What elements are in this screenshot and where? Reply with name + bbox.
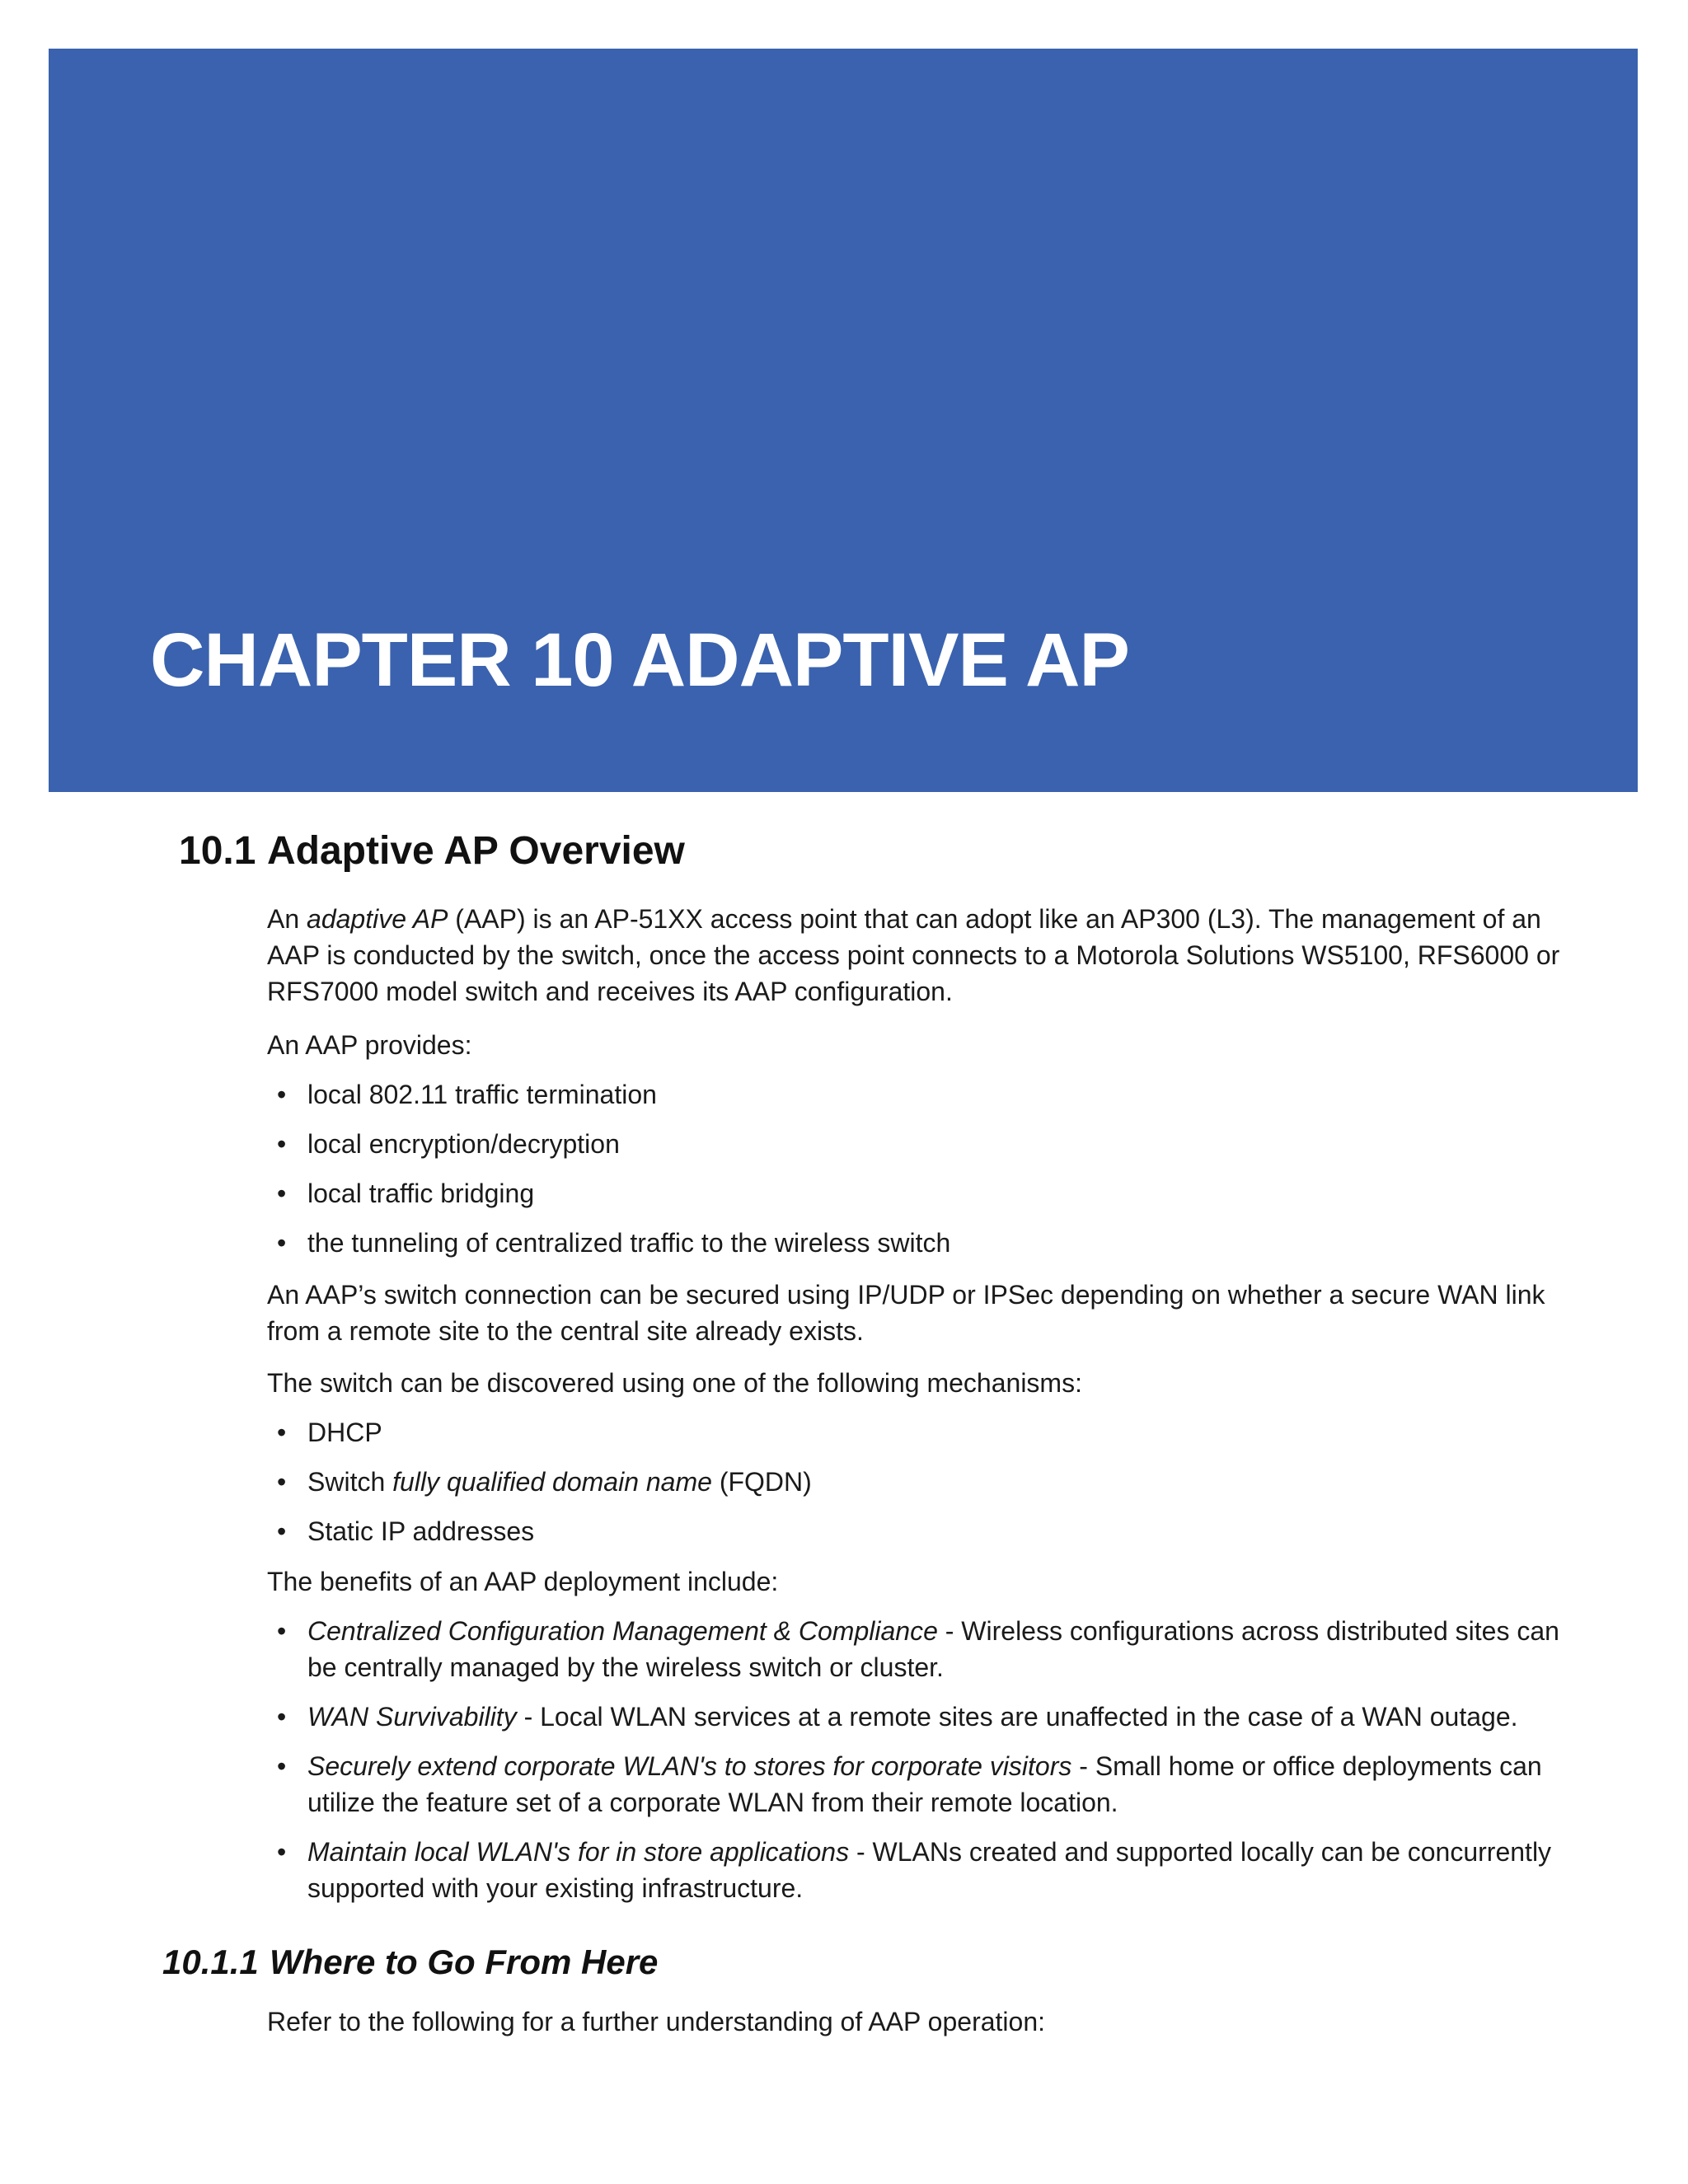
section-number: 10.1 xyxy=(179,829,256,873)
benefits-list xyxy=(267,1613,1586,1906)
section-heading xyxy=(179,828,685,874)
benefit-term: WAN Survivability xyxy=(307,1702,517,1732)
list-item: • DHCP xyxy=(267,1414,1586,1451)
section-title: Adaptive AP Overview xyxy=(267,829,685,873)
benefits-intro xyxy=(267,1563,1586,1600)
list-item xyxy=(267,1699,1586,1735)
fqdn-suffix: (FQDN) xyxy=(711,1467,812,1497)
chapter-title: CHAPTER 10 ADAPTIVE AP xyxy=(150,618,1129,702)
discovery-intro xyxy=(267,1365,1586,1401)
list-item: • local encryption/decryption xyxy=(267,1126,1586,1162)
security-text: An AAP’s switch connection can be secured using IP/UDP or IPSec depending on whether a secure WAN link from a remote site to the central site already exists. xyxy=(267,1280,1545,1346)
benefit-desc: - WLANs created and supported locally can be concurrently supported with your existing infrastructure. xyxy=(307,1837,1552,1903)
discovery-list xyxy=(267,1414,1586,1549)
benefit-desc: - Small home or office deployments can utilize the feature set of a corporate WLAN from their remote location. xyxy=(307,1751,1542,1817)
list-item xyxy=(267,1834,1586,1906)
refer-text: Refer to the following for a further understanding of AAP operation: xyxy=(267,2007,1045,2036)
chapter-banner xyxy=(49,49,1638,792)
refer-paragraph xyxy=(267,2004,1586,2040)
provides-intro xyxy=(267,1027,1586,1063)
benefit-term: Maintain local WLAN's for in store applications xyxy=(307,1837,850,1867)
list-item: • local traffic bridging xyxy=(267,1175,1586,1212)
benefit-term: Centralized Configuration Management & Compliance xyxy=(307,1616,938,1646)
subsection-number: 10.1.1 xyxy=(162,1943,259,1981)
fqdn-prefix: Switch xyxy=(307,1467,393,1497)
benefit-term: Securely extend corporate WLAN's to stores for corporate visitors xyxy=(307,1751,1072,1781)
intro-term: adaptive AP xyxy=(307,904,448,934)
list-item xyxy=(267,1748,1586,1821)
list-item xyxy=(267,1464,1586,1500)
list-item: • local 802.11 traffic termination xyxy=(267,1076,1586,1113)
subsection-title: Where to Go From Here xyxy=(270,1943,659,1981)
list-item xyxy=(267,1613,1586,1685)
subsection-heading xyxy=(162,1943,658,1982)
benefit-desc: - Wireless configurations across distributed sites can be centrally managed by the wireless switch or cluster. xyxy=(307,1616,1559,1682)
intro-rest: (AAP) is an AP-51XX access point that can adopt like an AP300 (L3). The management of an AAP is conducted by the switch, once the access point connects to a Motorola Solutions WS5100, RFS6000 or RFS7000 model switch and receives its AAP configuration. xyxy=(267,904,1560,1006)
intro-paragraph xyxy=(267,901,1586,1010)
provides-list xyxy=(267,1076,1586,1261)
benefit-desc: - Local WLAN services at a remote sites are unaffected in the case of a WAN outage. xyxy=(516,1702,1518,1732)
benefits-intro-text: The benefits of an AAP deployment include: xyxy=(267,1567,779,1596)
discovery-intro-text: The switch can be discovered using one of the following mechanisms: xyxy=(267,1368,1082,1398)
intro-prefix: An xyxy=(267,904,307,934)
security-paragraph xyxy=(267,1277,1586,1349)
list-item: • Static IP addresses xyxy=(267,1513,1586,1549)
provides-intro-text: An AAP provides: xyxy=(267,1030,472,1060)
list-item: • the tunneling of centralized traffic to the wireless switch xyxy=(267,1225,1586,1261)
fqdn-term: fully qualified domain name xyxy=(392,1467,712,1497)
